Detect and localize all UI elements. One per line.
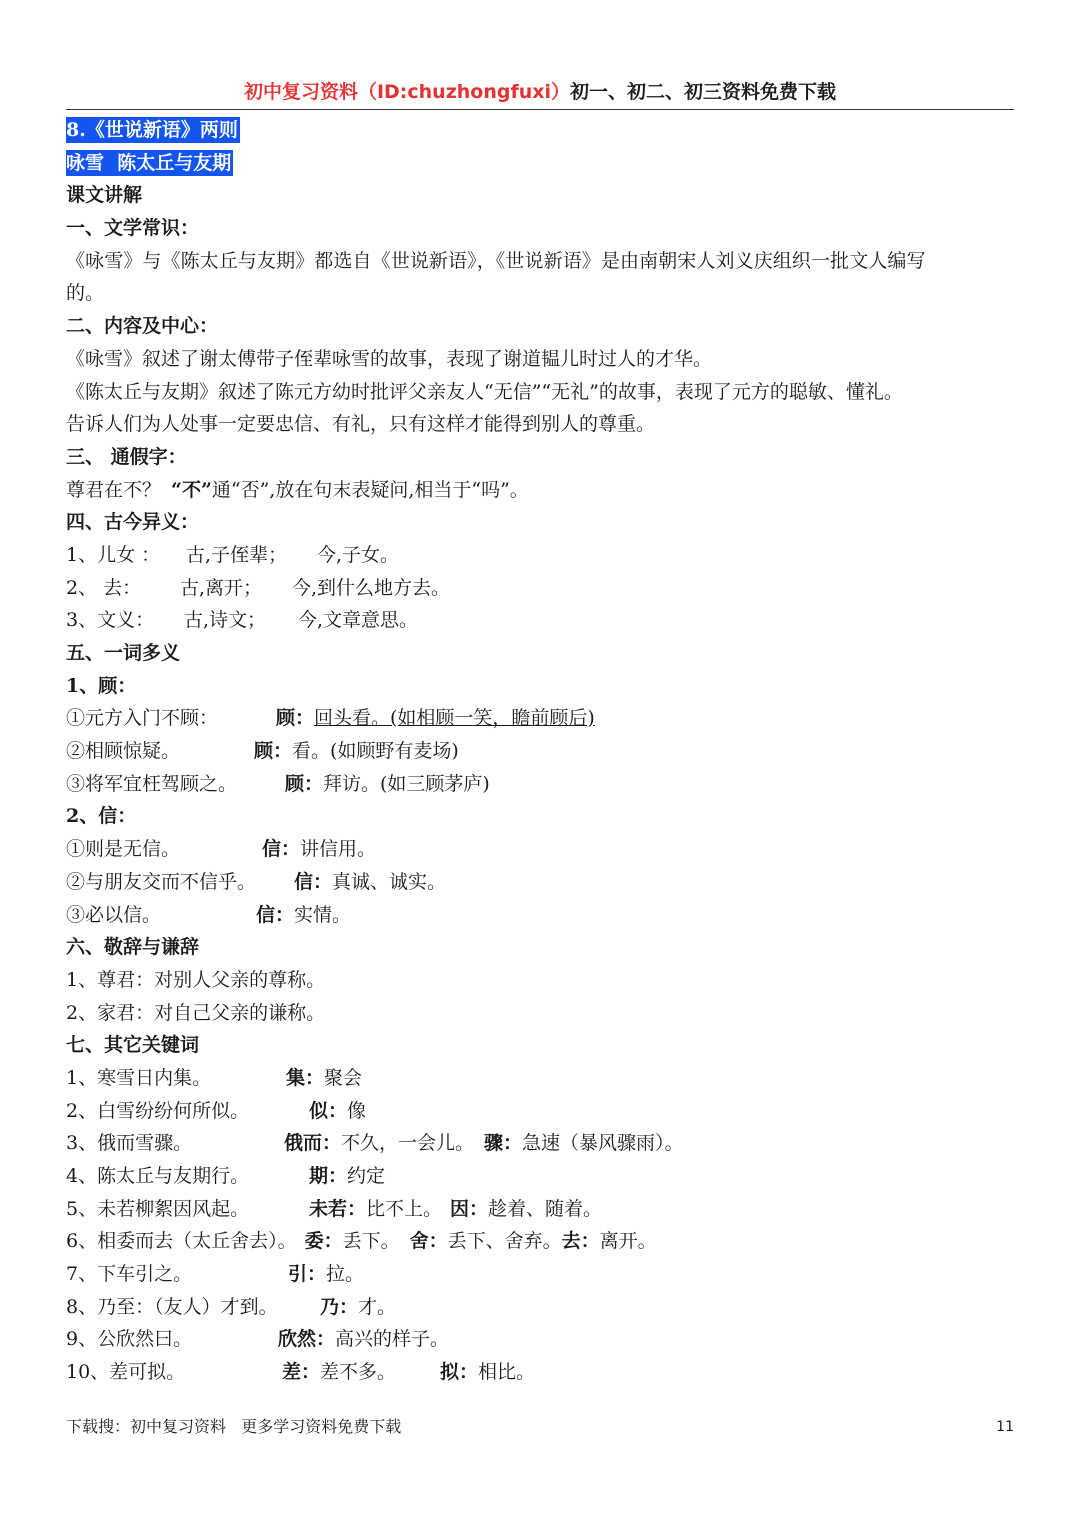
list-item bbox=[66, 768, 1016, 801]
heading-honorifics: 六、敬辞与谦辞 bbox=[66, 936, 200, 959]
paragraph-line: 《陈太丘与友期》叙述了陈元方幼时批评父亲友人“无信”“无礼”的故事，表现了元方的聪敏、懂礼。 bbox=[66, 380, 903, 403]
term: 1、儿女 ： bbox=[66, 543, 161, 566]
definition: 丢下、舍弃。 bbox=[447, 1230, 562, 1253]
list-item bbox=[66, 964, 1016, 997]
example-sentence: 4、陈太丘与友期行。 bbox=[66, 1165, 250, 1187]
keyword: 拟： bbox=[440, 1361, 479, 1384]
definition: 实情。 bbox=[294, 903, 352, 926]
keyword: 顾： bbox=[285, 772, 324, 795]
keyword: 乃： bbox=[320, 1295, 359, 1318]
keyword: 信： bbox=[294, 870, 333, 893]
definition: 真诚、诚实。 bbox=[332, 870, 447, 893]
list-item bbox=[66, 1291, 1016, 1324]
list-item bbox=[66, 539, 1016, 572]
lesson-title: 8.《世说新语》两则 bbox=[66, 119, 238, 141]
keyword: 骤： bbox=[484, 1132, 523, 1155]
list-item bbox=[66, 899, 1016, 932]
page-footer bbox=[66, 1414, 1014, 1440]
example-sentence: 2、白雪纷纷何所似。 bbox=[66, 1099, 250, 1122]
list-item bbox=[66, 702, 1016, 735]
page-number: 11 bbox=[996, 1419, 1014, 1435]
term: 2、家君 bbox=[66, 1001, 136, 1024]
keyword: 期： bbox=[309, 1165, 348, 1187]
example-sentence: ①元方入门不顾： bbox=[66, 707, 219, 730]
keyword: 俄而： bbox=[284, 1132, 342, 1155]
modern-meaning: 今,到什么地方去。 bbox=[292, 576, 451, 599]
lesson-subtitle: 咏雪 陈太丘与友期 bbox=[66, 151, 232, 174]
list-item bbox=[66, 572, 1016, 605]
definition: 差不多。 bbox=[320, 1361, 397, 1384]
heading-content-theme: 二、内容及中心： bbox=[66, 315, 219, 338]
paragraph-line: 《咏雪》与《陈太丘与友期》都选自《世说新语》，《世说新语》是由南朝宋人刘义庆组织一批文人编写 bbox=[66, 249, 926, 272]
definition: 才。 bbox=[358, 1295, 397, 1318]
subheading-xin: 2、信： bbox=[66, 805, 137, 828]
keyword: 去： bbox=[561, 1230, 600, 1253]
definition: 急速（暴风骤雨）。 bbox=[522, 1132, 684, 1155]
list-item bbox=[66, 1127, 1016, 1160]
header-tagline: 初一、初二、初三资料免费下载 bbox=[570, 81, 837, 103]
keyword: 欣然： bbox=[278, 1328, 336, 1351]
example-sentence: 8、乃至：（友人）才到。 bbox=[66, 1295, 278, 1318]
example-sentence: ③将军宜枉驾顾之。 bbox=[66, 772, 238, 795]
keyword: 信： bbox=[262, 838, 301, 861]
example-sentence: 尊君在不？ bbox=[66, 478, 162, 501]
heading-interchangeable-chars: 三、 通假字： bbox=[66, 445, 187, 468]
keyword: 差： bbox=[282, 1361, 321, 1384]
list-item bbox=[66, 1160, 1016, 1193]
ancient-meaning: 古,诗文； bbox=[184, 609, 267, 632]
heading-keywords: 七、其它关键词 bbox=[66, 1034, 200, 1057]
list-item bbox=[66, 997, 1016, 1030]
example-sentence: 1、寒雪日内集。 bbox=[66, 1066, 212, 1089]
section-label: 课文讲解 bbox=[66, 184, 143, 207]
paragraph-line: 《咏雪》叙述了谢太傅带子侄辈咏雪的故事，表现了谢道韫儿时过人的才华。 bbox=[66, 347, 713, 370]
modern-meaning: 今,子女。 bbox=[317, 543, 400, 566]
definition: 比不上。 bbox=[366, 1197, 443, 1220]
keyword: 因： bbox=[450, 1197, 489, 1220]
definition: 约定 bbox=[347, 1165, 386, 1187]
definition: 相比。 bbox=[478, 1361, 536, 1384]
definition: 回头看。(如相顾一笑，瞻前顾后) bbox=[314, 707, 595, 730]
footer-text: 下载搜：初中复习资料 更多学习资料免费下载 bbox=[66, 1417, 402, 1436]
definition: 看。(如顾野有麦场) bbox=[292, 740, 459, 763]
example-sentence: 9、公欣然曰。 bbox=[66, 1328, 193, 1351]
subheading-gu: 1、顾： bbox=[66, 674, 137, 697]
list-item bbox=[66, 604, 1016, 637]
definition: 拉。 bbox=[326, 1263, 365, 1286]
definition: 通“否”,放在句末表疑问,相当于“吗”。 bbox=[211, 478, 529, 501]
example-sentence: ②与朋友交而不信乎。 bbox=[66, 870, 257, 893]
keyword: 舍： bbox=[409, 1230, 448, 1253]
term: 1、尊君 bbox=[66, 968, 136, 991]
definition: 讲信用。 bbox=[300, 838, 377, 861]
keyword: 集： bbox=[286, 1066, 325, 1089]
heading-polysemy: 五、一词多义 bbox=[66, 642, 181, 664]
keyword: “不” bbox=[171, 478, 212, 501]
list-item bbox=[66, 1193, 1016, 1226]
document-body bbox=[66, 114, 1016, 1389]
list-item bbox=[66, 1225, 1016, 1258]
example-sentence: ①则是无信。 bbox=[66, 838, 181, 861]
example-sentence: 3、俄而雪骤。 bbox=[66, 1132, 193, 1155]
header-source: 初中复习资料（ID:chuzhongfuxi） bbox=[243, 81, 571, 103]
list-item bbox=[66, 833, 1016, 866]
definition: 像 bbox=[347, 1099, 367, 1122]
keyword: 引： bbox=[288, 1263, 327, 1286]
example-sentence: 10、差可拟。 bbox=[66, 1361, 186, 1384]
list-item bbox=[66, 1062, 1016, 1095]
example-sentence: ③必以信。 bbox=[66, 903, 162, 926]
definition: 不久，一会儿。 bbox=[341, 1132, 475, 1155]
definition: 拜访。(如三顾茅庐) bbox=[323, 772, 490, 795]
header-divider bbox=[66, 109, 1014, 110]
example-sentence: ②相顾惊疑。 bbox=[66, 740, 181, 763]
heading-ancient-modern: 四、古今异义： bbox=[66, 511, 200, 534]
keyword: 信： bbox=[256, 903, 295, 926]
example-sentence: 6、相委而去（太丘舍去）。 bbox=[66, 1230, 297, 1253]
list-item bbox=[66, 866, 1016, 899]
definition: 聚会 bbox=[324, 1066, 363, 1089]
definition: ：对别人父亲的尊称。 bbox=[135, 968, 326, 991]
definition: ：对自己父亲的谦称。 bbox=[135, 1001, 326, 1024]
keyword: 顾： bbox=[276, 707, 315, 730]
modern-meaning: 今,文章意思。 bbox=[298, 609, 419, 632]
keyword: 未若： bbox=[309, 1197, 367, 1220]
term: 3、文义： bbox=[66, 609, 155, 632]
list-item bbox=[66, 1258, 1016, 1291]
page-header bbox=[66, 78, 1014, 106]
list-item bbox=[66, 1356, 1016, 1389]
example-sentence: 5、未若柳絮因风起。 bbox=[66, 1197, 250, 1220]
keyword: 似： bbox=[309, 1099, 348, 1122]
list-item bbox=[66, 1095, 1016, 1128]
paragraph-line bbox=[66, 474, 1016, 507]
paragraph-line: 告诉人们为人处事一定要忠信、有礼，只有这样才能得到别人的尊重。 bbox=[66, 413, 656, 436]
keyword: 委： bbox=[304, 1230, 343, 1253]
example-sentence: 7、下车引之。 bbox=[66, 1263, 193, 1286]
list-item bbox=[66, 1323, 1016, 1356]
ancient-meaning: 古,离开； bbox=[180, 576, 263, 599]
term: 2、 去： bbox=[66, 576, 142, 599]
paragraph-line: 的。 bbox=[66, 282, 105, 305]
definition: 高兴的样子。 bbox=[335, 1328, 450, 1351]
definition: 丢下。 bbox=[342, 1230, 400, 1253]
keyword: 顾： bbox=[254, 740, 293, 763]
ancient-meaning: 古,子侄辈； bbox=[186, 543, 288, 566]
definition: 趁着、随着。 bbox=[488, 1197, 603, 1220]
heading-literary-knowledge: 一、文学常识： bbox=[66, 217, 200, 240]
list-item bbox=[66, 735, 1016, 768]
definition: 离开。 bbox=[599, 1230, 657, 1253]
